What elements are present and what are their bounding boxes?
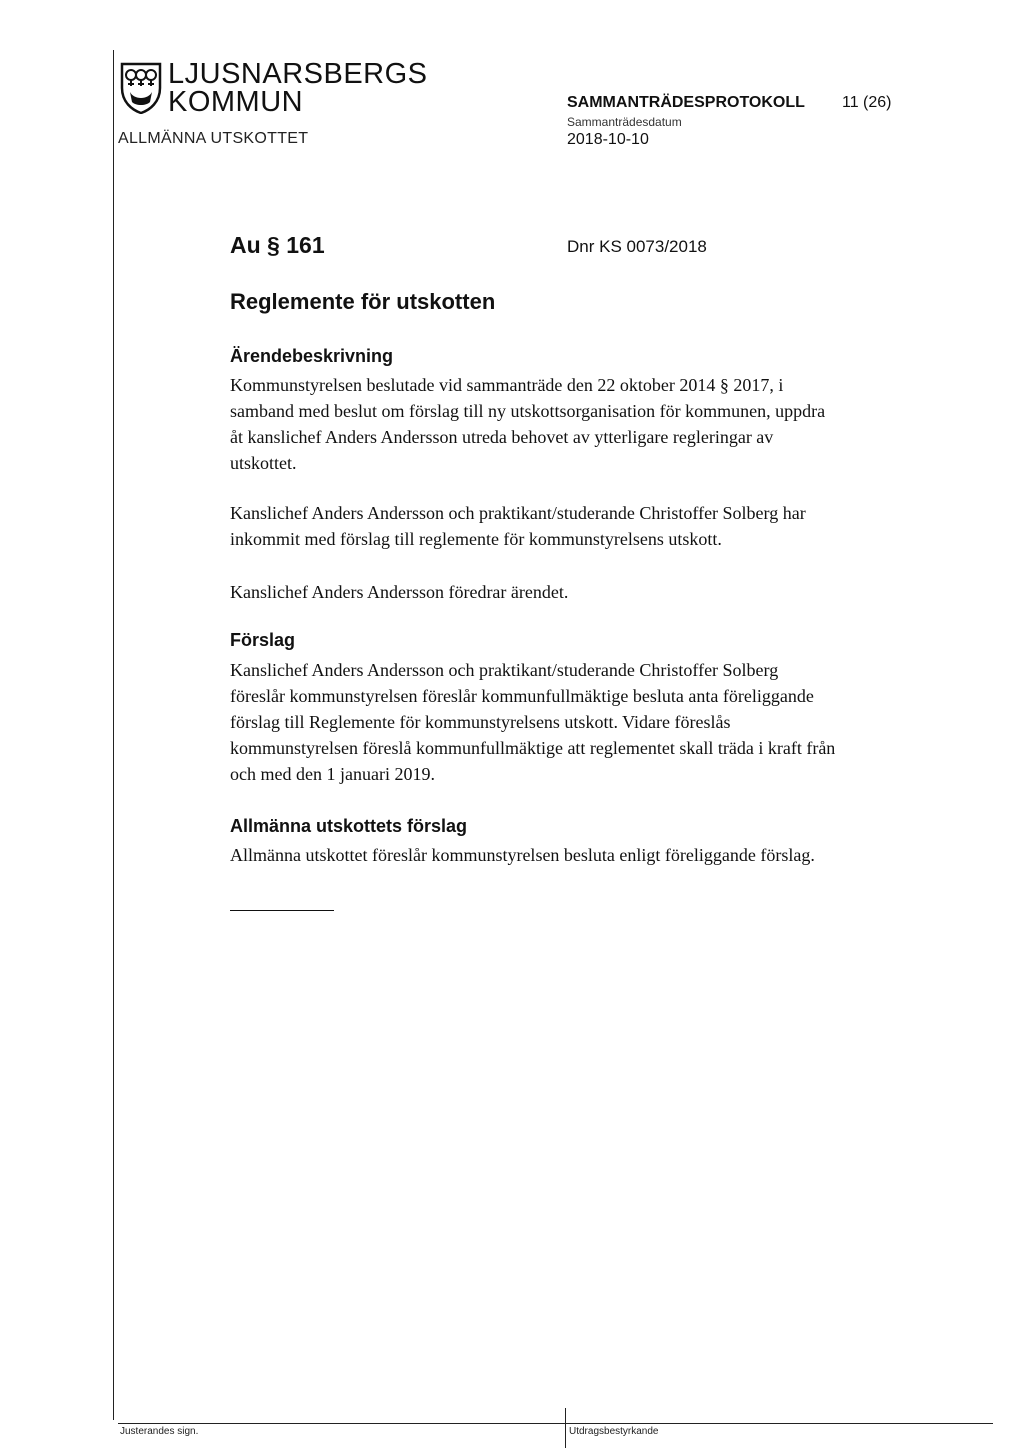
text-line: och med den 1 januari 2019. [230, 764, 435, 784]
left-margin-rule [113, 50, 114, 1420]
text-line: samband med beslut om förslag till ny utskottsorganisation för kommunen, uppdra [230, 401, 826, 421]
text-line: kommunstyrelsen föreslå kommunfullmäktige att reglementet skall träda i kraft från [230, 738, 836, 758]
text-line: Allmänna utskottet föreslår kommunstyrelsen besluta enligt föreliggande förslag. [230, 845, 815, 865]
text-line: Kanslichef Anders Andersson föredrar ärendet. [230, 582, 569, 602]
proposal-paragraph [230, 657, 930, 787]
text-line: Kanslichef Anders Andersson och praktikant/studerande Christoffer Solberg har [230, 503, 806, 523]
committee-name: ALLMÄNNA UTSKOTTET [118, 130, 309, 147]
description-paragraph-1 [230, 372, 930, 476]
committee-proposal-paragraph [230, 842, 930, 868]
document-type: SAMMANTRÄDESPROTOKOLL [567, 94, 805, 111]
case-title: Reglemente för utskotten [230, 289, 496, 314]
organization-name-line2: KOMMUN [168, 86, 304, 118]
end-rule [230, 910, 334, 911]
description-paragraph-2 [230, 500, 930, 552]
text-line: Kommunstyrelsen beslutade vid sammanträde den 22 oktober 2014 § 2017, i [230, 375, 784, 395]
text-line: föreslår kommunstyrelsen föreslår kommunfullmäktige besluta anta föreliggande [230, 686, 814, 706]
page-number: 11 (26) [842, 94, 892, 111]
organization-name-line1: LJUSNARSBERGS [168, 58, 428, 90]
section-heading-committee-proposal: Allmänna utskottets förslag [230, 816, 468, 836]
extract-certification-label: Utdragsbestyrkande [569, 1426, 659, 1437]
section-heading-proposal: Förslag [230, 630, 296, 650]
signature-label: Justerandes sign. [120, 1426, 199, 1437]
text-line: åt kanslichef Anders Andersson utreda behovet av ytterligare regleringar av [230, 427, 774, 447]
text-line: Kanslichef Anders Andersson och praktikant/studerande Christoffer Solberg [230, 660, 779, 680]
text-line: utskottet. [230, 453, 297, 473]
coat-of-arms-icon [120, 62, 162, 114]
meeting-date-label: Sammanträdesdatum [567, 115, 682, 129]
footer-rule [118, 1423, 993, 1424]
section-heading-description: Ärendebeskrivning [230, 346, 394, 366]
footer-divider [565, 1408, 566, 1448]
meeting-date: 2018-10-10 [567, 131, 649, 148]
section-number: Au § 161 [230, 232, 325, 258]
text-line: inkommit med förslag till reglemente för kommunstyrelsens utskott. [230, 529, 722, 549]
registration-number: Dnr KS 0073/2018 [567, 237, 707, 256]
description-paragraph-3 [230, 579, 930, 605]
text-line: förslag till Reglemente för kommunstyrelsens utskott. Vidare föreslås [230, 712, 731, 732]
